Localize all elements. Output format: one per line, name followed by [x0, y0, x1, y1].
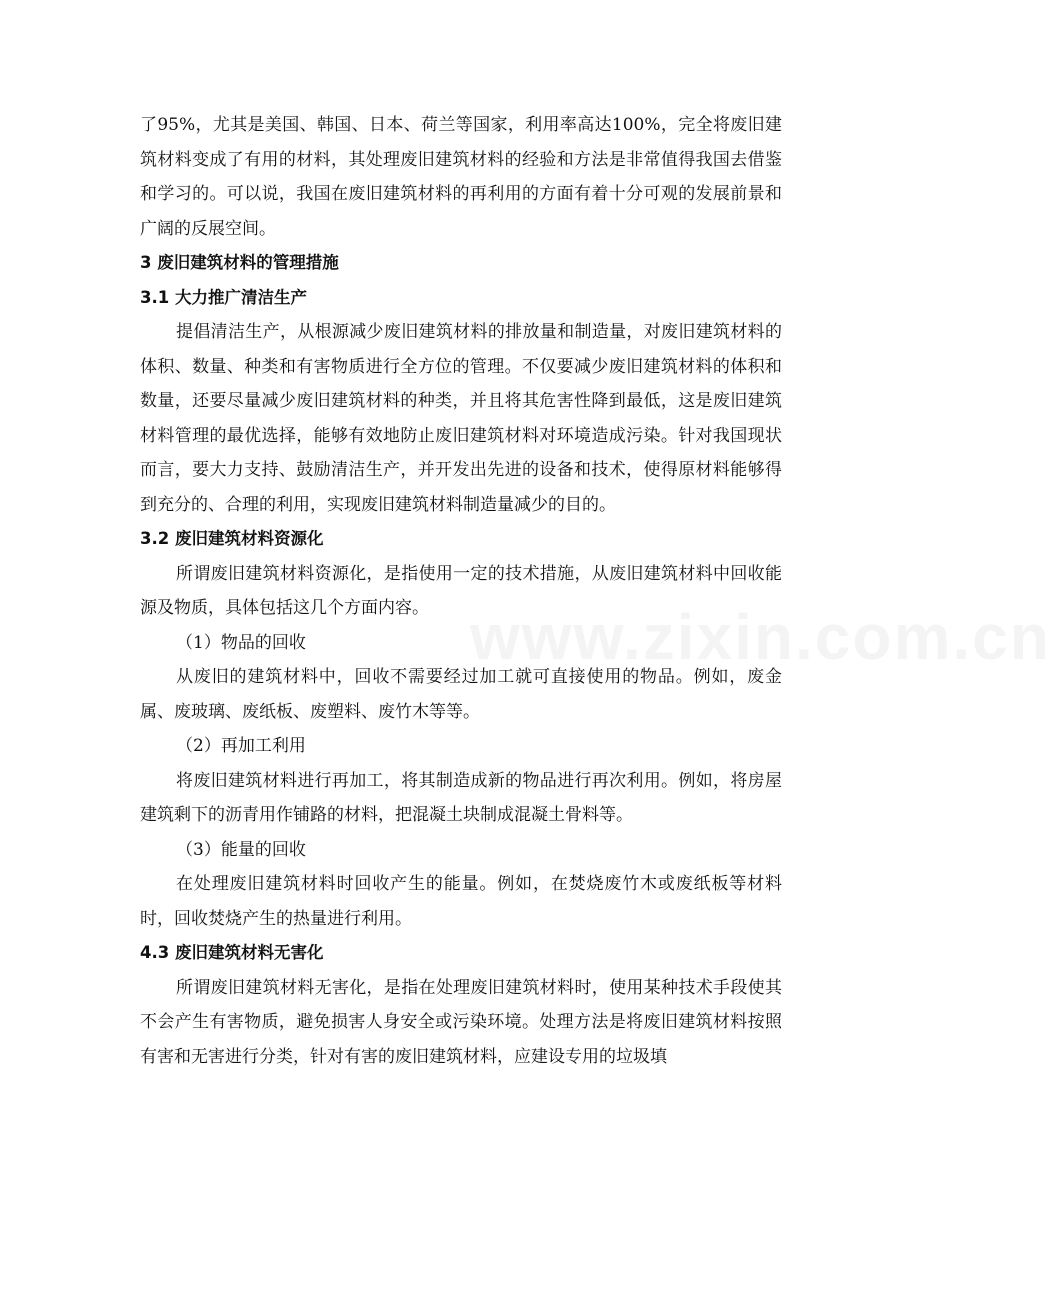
document-page: [140, 108, 782, 1074]
section-heading: 3 废旧建筑材料的管理措施: [140, 253, 339, 272]
subsection-heading: 3.1 大力推广清洁生产: [140, 287, 307, 307]
body-paragraph: 将废旧建筑材料进行再加工，将其制造成新的物品进行再次利用。例如，将房屋建筑剩下的沥青用作铺路的材料，把混凝土块制成混凝土骨料等。: [140, 770, 782, 825]
subsection-heading: 4.3 废旧建筑材料无害化: [140, 943, 324, 962]
enumerated-item-heading: （3）能量的回收: [176, 839, 306, 860]
body-paragraph: 了95%，尤其是美国、韩国、日本、荷兰等国家，利用率高达100%，完全将废旧建筑材料变成了有用的材料，其处理废旧建筑材料的经验和方法是非常值得我国去借鉴和学习的。可以说，我国在废旧建筑材料的再利用的方面有着十分可观的发展前景和广阔的反展空间。: [140, 115, 782, 239]
watermark: www.zixin.com.cn: [470, 601, 1051, 673]
body-paragraph: 所谓废旧建筑材料无害化，是指在处理废旧建筑材料时，使用某种技术手段使其不会产生有害物质，避免损害人身安全或污染环境。处理方法是将废旧建筑材料按照有害和无害进行分类，针对有害的废旧建筑材料，应建设专用的垃圾填: [140, 977, 782, 1067]
body-paragraph: 从废旧的建筑材料中，回收不需要经过加工就可直接使用的物品。例如，废金属、废玻璃、废纸板、废塑料、废竹木等等。: [140, 667, 782, 722]
enumerated-item-heading: （1）物品的回收: [176, 632, 306, 653]
subsection-heading: 3.2 废旧建筑材料资源化: [140, 529, 324, 548]
enumerated-item-heading: （2）再加工利用: [176, 736, 306, 756]
body-paragraph: 提倡清洁生产，从根源减少废旧建筑材料的排放量和制造量，对废旧建筑材料的体积、数量、种类和有害物质进行全方位的管理。不仅要减少废旧建筑材料的体积和数量，还要尽量减少废旧建筑材料的种类，并且将其危害性降到最低，这是废旧建筑材料管理的最优选择，能够有效地防止废旧建筑材料对环境造成污染。针对我国现状而言，要大力支持、鼓励清洁生产，并开发出先进的设备和技术，使得原材料能够得到充分的、合理的利用，实现废旧建筑材料制造量减少的目的。: [140, 322, 782, 515]
body-paragraph: 在处理废旧建筑材料时回收产生的能量。例如，在焚烧废竹木或废纸板等材料时，回收焚烧产生的热量进行利用。: [140, 874, 782, 929]
body-paragraph: 所谓废旧建筑材料资源化，是指使用一定的技术措施，从废旧建筑材料中回收能源及物质，具体包括这几个方面内容。: [140, 563, 782, 618]
